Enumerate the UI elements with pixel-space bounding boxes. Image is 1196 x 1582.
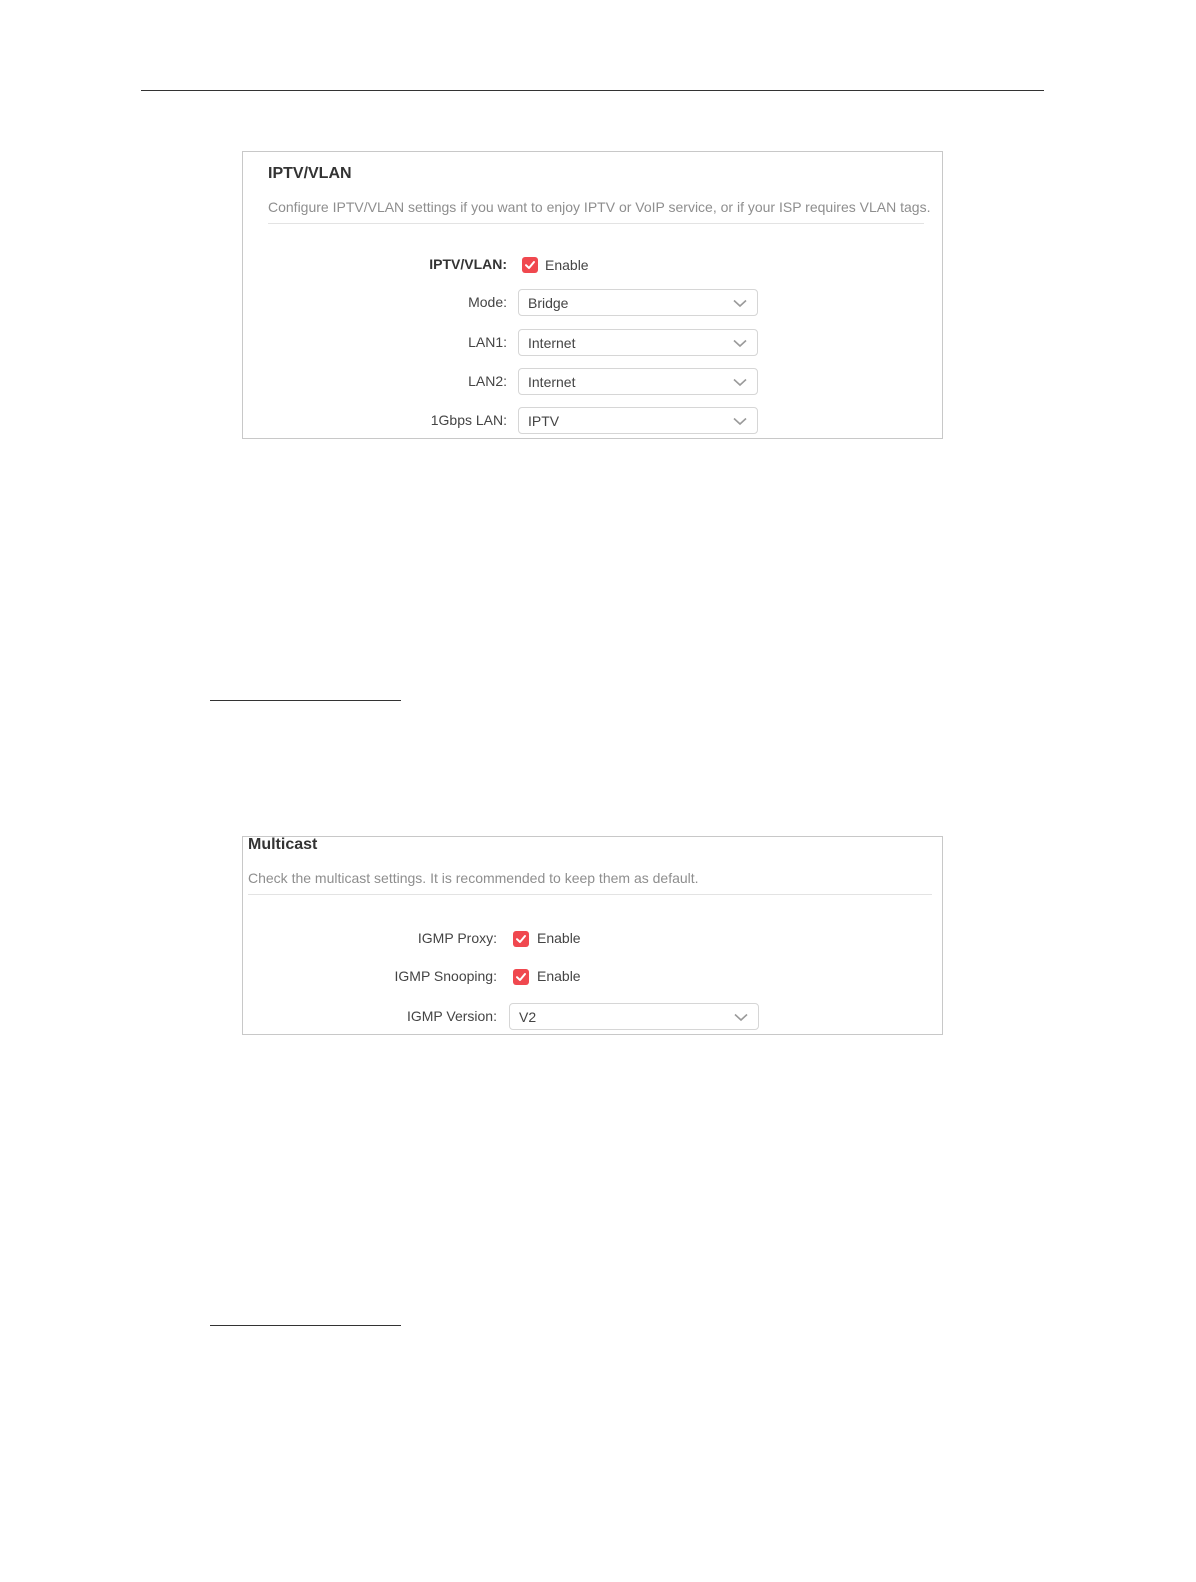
multicast-panel xyxy=(242,836,943,1035)
multicast-title: Multicast xyxy=(248,836,318,853)
section-rule xyxy=(210,700,401,701)
igmp-version-label: IGMP Version: xyxy=(406,1008,497,1024)
chevron-down-icon xyxy=(733,378,747,387)
check-icon xyxy=(513,931,529,947)
mode-label: Mode: xyxy=(468,294,507,310)
gbps-lan-select-value: IPTV xyxy=(528,413,560,429)
chevron-down-icon xyxy=(733,299,747,308)
igmp-version-select-value: V2 xyxy=(519,1009,537,1025)
chevron-down-icon xyxy=(733,339,747,348)
igmp-proxy-label: IGMP Proxy: xyxy=(417,930,497,946)
lan1-select[interactable] xyxy=(518,329,758,356)
lan1-label: LAN1: xyxy=(468,334,507,350)
multicast-divider xyxy=(248,894,932,895)
iptv-vlan-enable-text: Enable xyxy=(545,257,589,273)
mode-select[interactable] xyxy=(518,289,758,316)
iptv-vlan-enable-checkbox[interactable] xyxy=(522,257,538,273)
multicast-description: Check the multicast settings. It is recommended to keep them as default. xyxy=(248,870,699,886)
check-icon xyxy=(522,257,538,273)
igmp-snooping-checkbox[interactable] xyxy=(513,969,529,985)
page-header-rule xyxy=(141,90,1044,91)
mode-select-value: Bridge xyxy=(528,295,569,311)
lan1-select-value: Internet xyxy=(528,335,576,351)
lan2-label: LAN2: xyxy=(468,373,507,389)
iptv-vlan-description: Configure IPTV/VLAN settings if you want to enjoy IPTV or VoIP service, or if your ISP requires VLAN tags. xyxy=(268,199,931,215)
iptv-vlan-enable-label: IPTV/VLAN: xyxy=(429,256,507,272)
iptv-vlan-panel xyxy=(242,151,943,439)
check-icon xyxy=(513,969,529,985)
igmp-version-select[interactable] xyxy=(509,1003,759,1030)
iptv-vlan-divider xyxy=(268,223,924,224)
gbps-lan-select[interactable] xyxy=(518,407,758,434)
chevron-down-icon xyxy=(734,1013,748,1022)
gbps-lan-label: 1Gbps LAN: xyxy=(430,412,507,428)
chevron-down-icon xyxy=(733,417,747,426)
lan2-select[interactable] xyxy=(518,368,758,395)
igmp-snooping-text: Enable xyxy=(537,968,581,984)
igmp-proxy-checkbox[interactable] xyxy=(513,931,529,947)
section-rule xyxy=(210,1325,401,1326)
igmp-proxy-text: Enable xyxy=(537,930,581,946)
iptv-vlan-title: IPTV/VLAN xyxy=(268,165,352,182)
igmp-snooping-label: IGMP Snooping: xyxy=(394,968,497,984)
lan2-select-value: Internet xyxy=(528,374,576,390)
